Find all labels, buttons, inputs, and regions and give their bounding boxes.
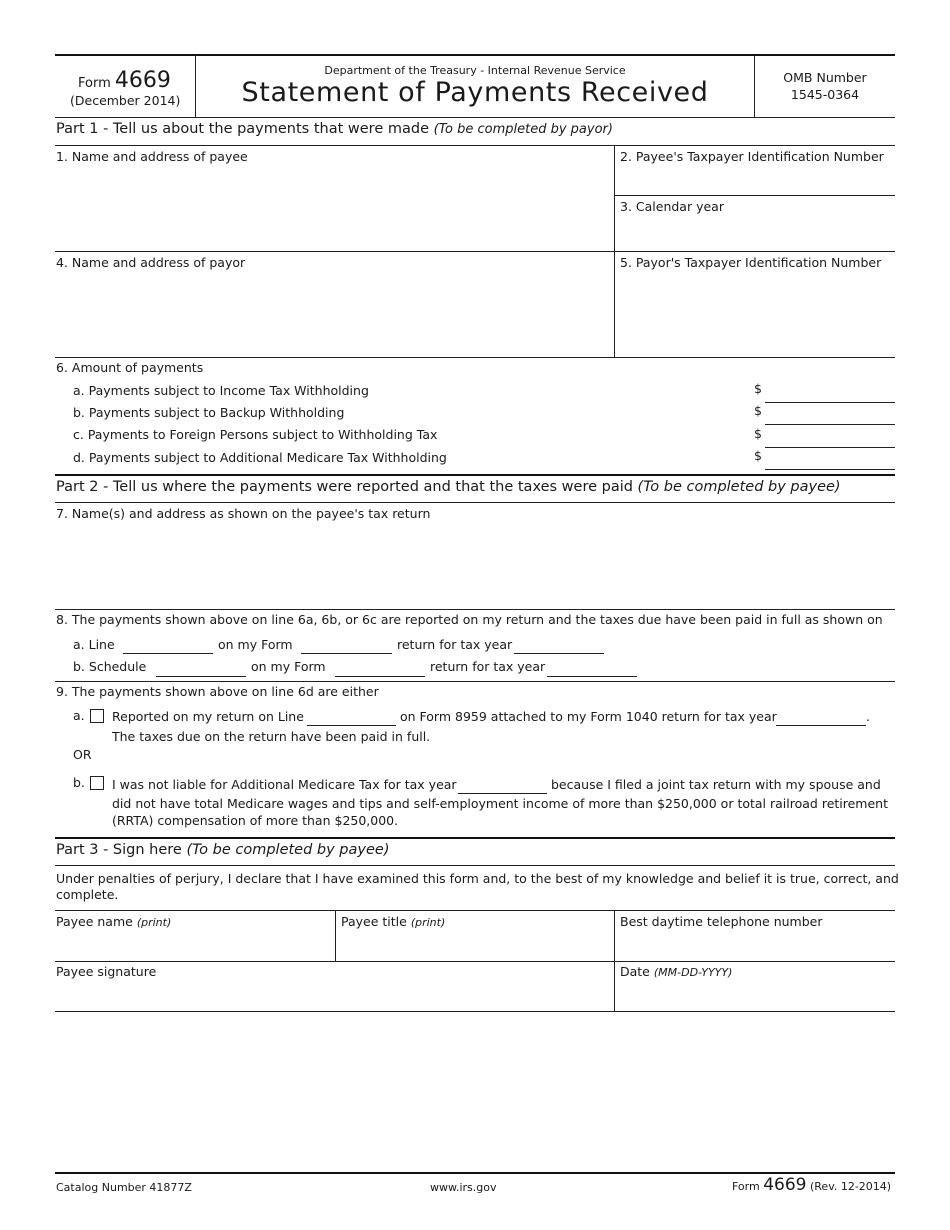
payor-name-address-field[interactable] [56,272,608,352]
option-b-text-2: because I filed a joint tax return with my spouse and [551,777,881,792]
part3-heading-rule [55,865,895,866]
option-b-letter: b. [73,775,85,790]
option-a-checkbox[interactable] [90,709,104,723]
line8b-form-field[interactable] [335,676,425,677]
option-b-text-line2: did not have total Medicare wages and tips and self-employment income of more than $250,000 or total railroad retirement [112,796,889,811]
agency-name: Department of the Treasury - Internal Revenue Service [324,64,626,77]
option-b-tax-year-field[interactable] [458,793,547,794]
dollar-sign: $ [754,381,762,396]
footer-rule [55,1172,895,1174]
payee-name-field[interactable] [56,932,330,958]
line4-label: 4. Name and address of payor [56,255,246,270]
header-bottom-rule [55,117,895,118]
signature-grid-divider-1 [335,910,336,961]
part1-heading-rule [55,145,895,146]
line1-label: 1. Name and address of payee [56,149,248,164]
option-a-text-2: on Form 8959 attached to my Form 1040 return for tax year [400,709,777,724]
line6c-label: c. Payments to Foreign Persons subject to Withholding Tax [73,427,438,442]
catalog-number: Catalog Number 41877Z [56,1181,192,1194]
option-a-text-line2: The taxes due on the return have been paid in full. [112,729,431,744]
line6-top-rule [55,357,895,358]
form-title: Statement of Payments Received [241,77,709,108]
line5-label: 5. Payor's Taxpayer Identification Number [620,255,882,270]
form-number: 4669 [114,68,171,93]
line8a-line-field[interactable] [123,653,213,654]
option-a-tax-year-field[interactable] [776,725,866,726]
line2-rule [614,195,895,196]
line9-top-rule [55,681,895,682]
line8a-tax-year-field[interactable] [514,653,604,654]
form-date: (December 2014) [70,93,181,108]
option-b-checkbox[interactable] [90,776,104,790]
option-a-text: Reported on my return on Line [112,709,304,724]
signature-row-rule [55,961,895,962]
part2-heading-rule [55,502,895,503]
dollar-sign: $ [754,426,762,441]
amount-6a-field[interactable] [765,402,895,403]
part1-heading: Part 1 - Tell us about the payments that were made (To be completed by payor) [56,121,613,137]
header-divider-right [754,55,755,117]
footer-form-label: Form 4669 (Rev. 12-2014) [732,1175,892,1195]
dollar-sign: $ [754,403,762,418]
on-my-form-label: on my Form [251,659,326,674]
signature-field[interactable] [56,982,608,1008]
option-a-letter: a. [73,708,85,723]
line6d-label: d. Payments subject to Additional Medicare Tax Withholding [73,450,447,465]
calendar-year-field[interactable] [620,216,890,246]
top-rule [55,54,895,56]
form-label: Form 4669 [78,68,171,93]
omb-label: OMB Number [783,70,867,85]
line2-label: 2. Payee's Taxpayer Identification Number [620,149,884,164]
part3-top-rule [55,837,895,839]
part2-top-rule [55,474,895,476]
payee-title-label: Payee title (print) [341,914,446,929]
signature-label: Payee signature [56,964,157,979]
payee-name-address-field[interactable] [56,166,608,246]
amount-6b-field[interactable] [765,424,895,425]
option-a-period: . [866,709,870,724]
option-b-text-line3: (RRTA) compensation of more than $250,000. [112,813,399,828]
part2-heading: Part 2 - Tell us where the payments were reported and that the taxes were paid (To be completed by payee) [56,479,841,495]
line3-label: 3. Calendar year [620,199,724,214]
line9-label: 9. The payments shown above on line 6d are either [56,684,379,699]
line8-label: 8. The payments shown above on line 6a, 6b, or 6c are reported on my return and the taxes due have been paid in full as shown on [56,612,883,627]
date-label: Date (MM-DD-YYYY) [620,964,733,979]
or-separator: OR [73,747,92,762]
phone-field[interactable] [620,932,890,958]
amount-6c-field[interactable] [765,447,895,448]
perjury-statement: Under penalties of perjury, I declare that I have examined this form and, to the best of my knowledge and belief it is true, correct, and [56,871,899,886]
option-a-line-field[interactable] [307,725,396,726]
on-my-form-label: on my Form [218,637,293,652]
line8b-schedule-field[interactable] [156,676,246,677]
line6b-label: b. Payments subject to Backup Withholding [73,405,345,420]
line8a-form-field[interactable] [301,653,392,654]
line8b-tax-year-field[interactable] [547,676,637,677]
line8-top-rule [55,609,895,610]
irs-website: www.irs.gov [430,1181,497,1194]
amount-6d-field[interactable] [765,469,895,470]
option-b-text: I was not liable for Additional Medicare Tax for tax year [112,777,457,792]
line8b-label: b. Schedule [73,659,147,674]
dollar-sign: $ [754,448,762,463]
return-for-tax-year-label: return for tax year [397,637,513,652]
payor-tin-field[interactable] [620,272,890,352]
perjury-statement-end: complete. [56,887,119,902]
phone-label: Best daytime telephone number [620,914,823,929]
footer-form-number: 4669 [763,1175,807,1195]
payee-name-label: Payee name (print) [56,914,172,929]
line8a-label: a. Line [73,637,115,652]
date-field[interactable] [620,982,890,1008]
part3-bottom-rule [55,1011,895,1012]
return-for-tax-year-label: return for tax year [430,659,546,674]
line4-top-rule [55,251,895,252]
line6-label: 6. Amount of payments [56,360,204,375]
part3-heading: Part 3 - Sign here (To be completed by payee) [56,842,390,858]
payee-return-name-address-field[interactable] [56,524,894,604]
line7-label: 7. Name(s) and address as shown on the payee's tax return [56,506,431,521]
signature-grid-top-rule [55,910,895,911]
payee-tin-field[interactable] [620,166,890,192]
payee-title-field[interactable] [341,932,609,958]
line6a-label: a. Payments subject to Income Tax Withholding [73,383,369,398]
omb-number: 1545-0364 [790,87,860,102]
